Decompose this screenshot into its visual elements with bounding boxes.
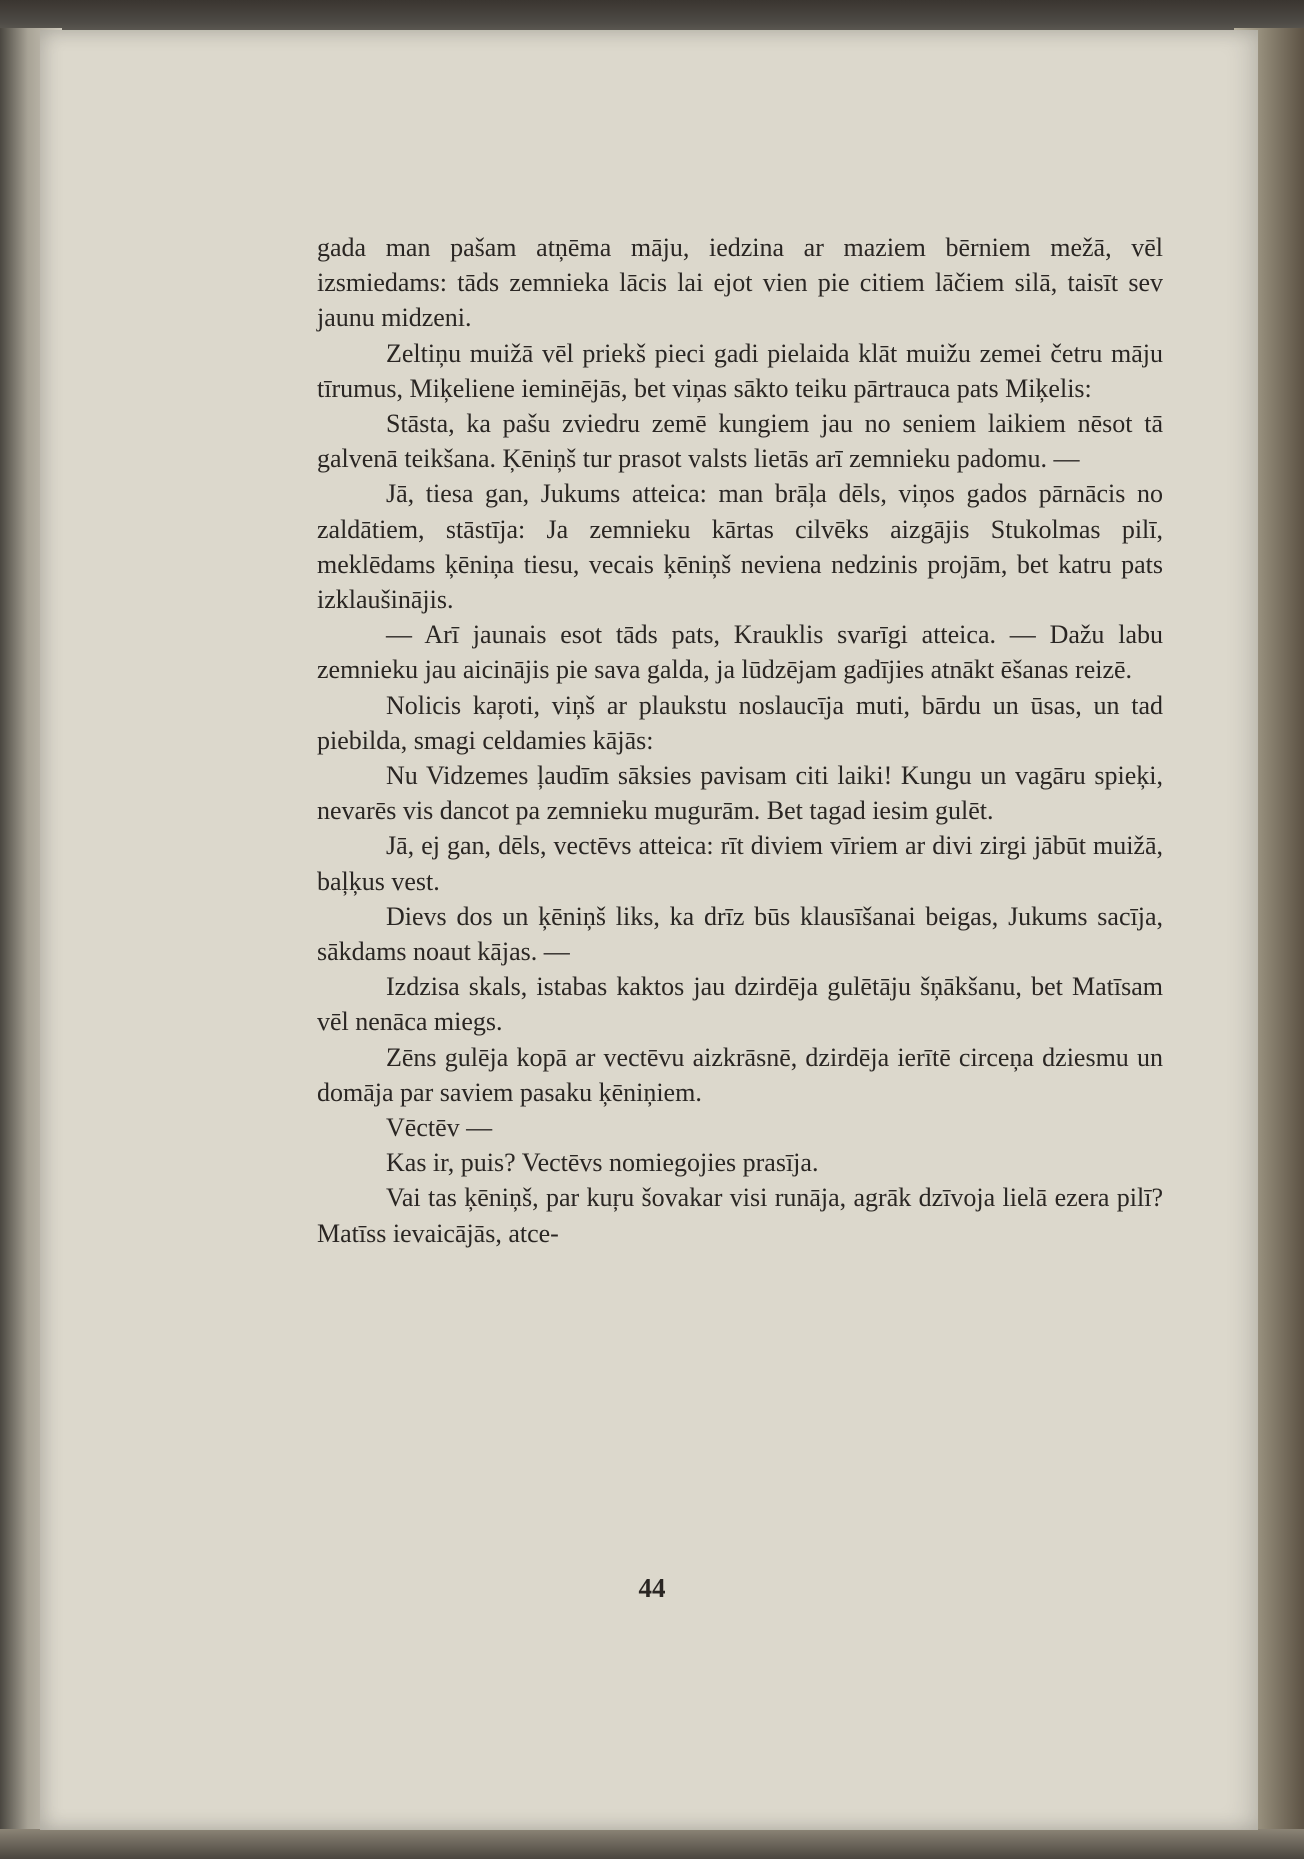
paragraph: Zeltiņu muižā vēl priekš pieci gadi pielaida klāt muižu zemei četru māju tīrumus, Miķeliene ieminējās, bet viņas sākto teiku pārtrauca pats Miķelis: [317,338,1163,403]
paragraph: Vēctēv — [386,1113,493,1143]
page-bottom-edge [0,1829,1304,1859]
paragraph: Kas ir, puis? Vectēvs nomiegojies prasīja. [386,1148,819,1178]
paragraph: Stāsta, ka pašu zviedru zemē kungiem jau no seniem laikiem nēsot tā galvenā teikšana. Ķēniņš tur prasot valsts lietās arī zemnieku padomu. — [317,409,1163,474]
book-page [40,30,1258,1830]
paragraph: gada man pašam atņēma māju, iedzina ar maziem bērniem mežā, vēl izsmiedams: tāds zemnieka lācis lai ejot vien pie citiem lāčiem silā, taisīt sev jaunu midzeni. [317,233,1163,333]
paragraph: Nolicis kaŗoti, viņš ar plaukstu noslaucīja muti, bārdu un ūsas, un tad piebilda, smagi celdamies kājās: [317,690,1163,755]
paragraph: Dievs dos un ķēniņš liks, ka drīz būs klausīšanai beigas, Jukums sacīja, sākdams noaut kājas. — [317,901,1163,967]
paragraph: Zēns gulēja kopā ar vectēvu aizkrāsnē, dzirdēja ierītē circeņa dziesmu un domāja par saviem pasaku ķēniņiem. [317,1042,1163,1107]
page-text [317,230,1163,1251]
paragraph: Vai tas ķēniņš, par kuŗu šovakar visi runāja, agrāk dzīvoja lielā ezera pilī? Matīss ievaicājās, atce- [317,1183,1163,1248]
paragraph: Jā, tiesa gan, Jukums atteica: man brāļa dēls, viņos gados pārnācis no zaldātiem, stāstīja: Ja zemnieku kārtas cilvēks aizgājis Stukolmas pilī, meklēdams ķēniņa tiesu, vecais ķēniņš neviena nedzinis projām, bet katru pats izklaušinājis. [317,479,1163,615]
paragraph: Jā, ej gan, dēls, vectēvs atteica: rīt diviem vīriem ar divi zirgi jābūt muižā, baļķus vest. [317,831,1163,896]
paragraph: Nu Vidzemes ļaudīm sāksies pavisam citi laiki! Kungu un vagāru spieķi, nevarēs vis dancot pa zemnieku mugurām. Bet tagad iesim gulēt. [317,761,1163,826]
paragraph: — Arī jaunais esot tāds pats, Krauklis svarīgi atteica. — Dažu labu zemnieku jau aicinājis pie sava galda, ja lūdzējam gadījies atnākt ēšanas reizē. [317,620,1163,685]
page-number: 44 [638,1573,666,1603]
paragraph: Izdzisa skals, istabas kaktos jau dzirdēja gulētāju šņākšanu, bet Matīsam vēl nenāca miegs. [317,972,1163,1037]
